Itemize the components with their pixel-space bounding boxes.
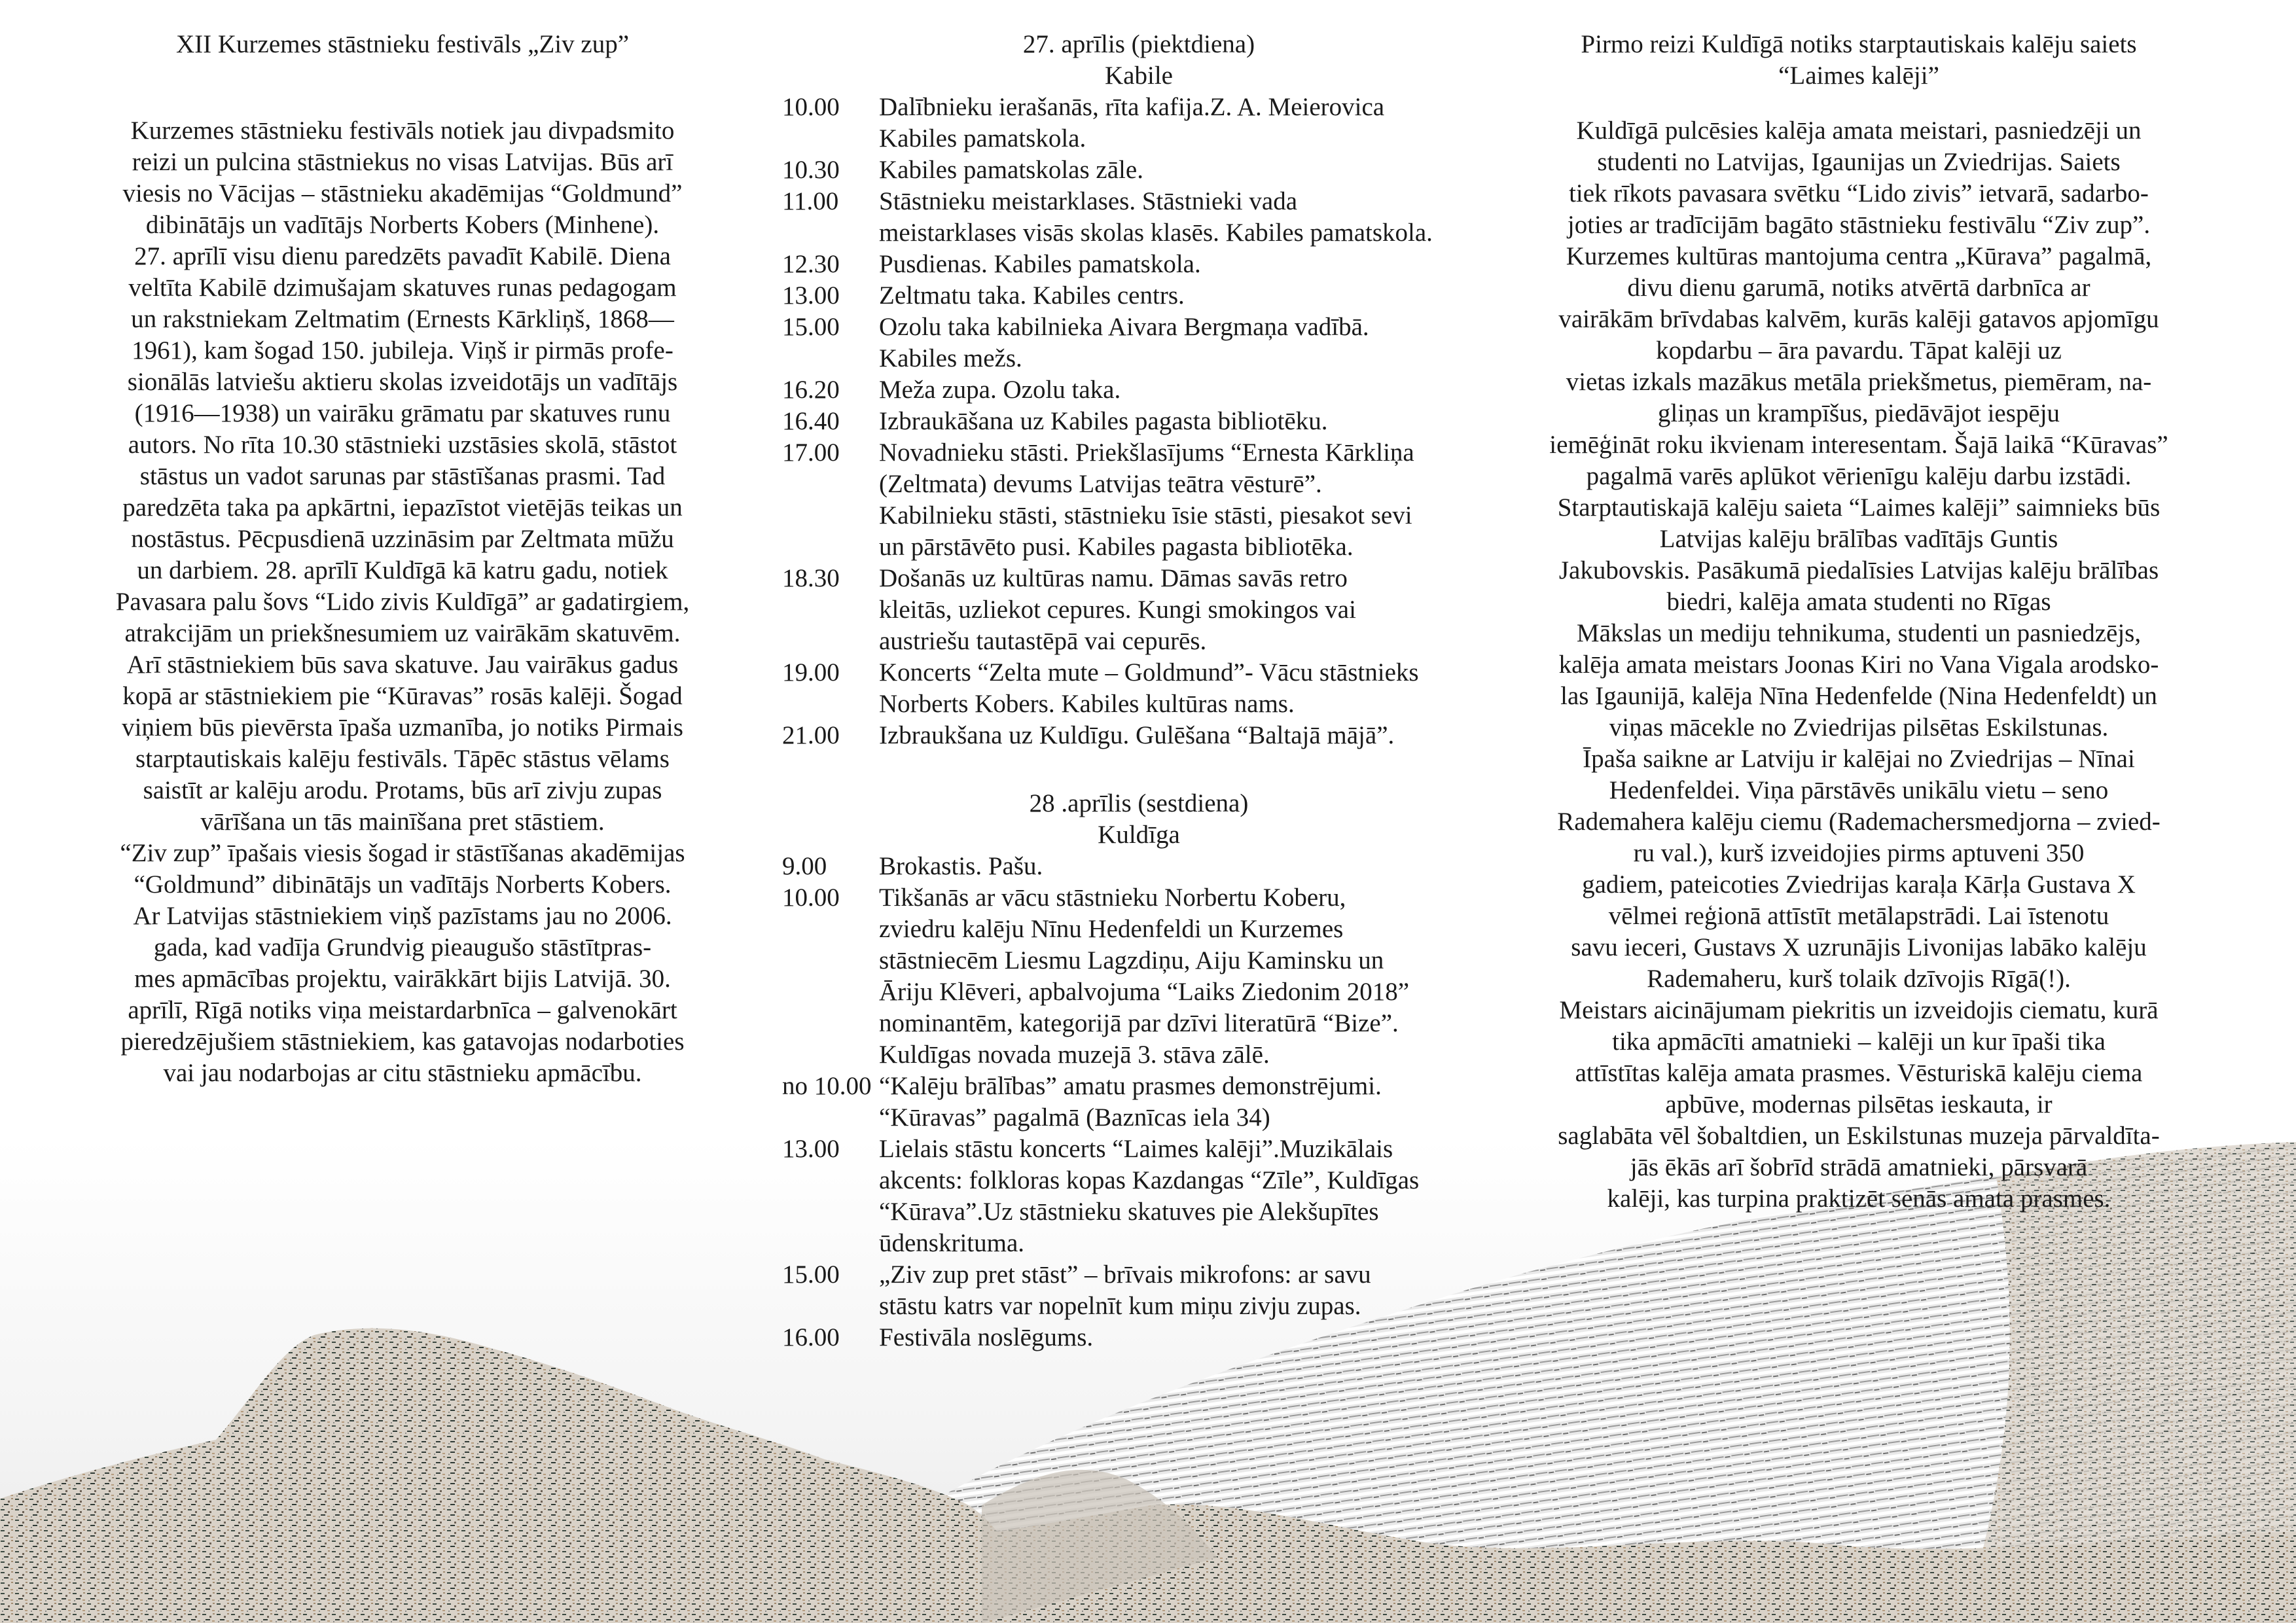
intro-text-line: autors. No rīta 10.30 stāstnieki uzstāsies skolā, stāstot	[128, 431, 677, 459]
schedule-time: 11.00	[782, 187, 839, 215]
event-text-line: vairākām brīvdabas kalvēm, kurās kalēji gatavos apjomīgu	[1558, 305, 2159, 333]
schedule-item	[782, 563, 1496, 657]
intro-text-line: mes apmācības projektu, vairākkārt bijis Latvijā. 30.	[134, 965, 671, 993]
schedule-activity	[879, 1259, 1496, 1322]
schedule-activity-line: “Kūravas” pagalmā (Baznīcas iela 34)	[879, 1103, 1270, 1132]
intro-text-line: pieredzējušiem stāstniekiem, kas gatavojas nodarboties	[120, 1027, 685, 1056]
schedule-activity-line: Kabiles pamatskolas zāle.	[879, 156, 1143, 184]
intro-text-line: 1961), kam šogad 150. jubileja. Viņš ir pirmās profe-	[132, 336, 673, 365]
schedule-time: 16.40	[782, 407, 840, 435]
festival-title: XII Kurzemes stāstnieku festivāls „Ziv zup”	[175, 30, 630, 58]
schedule-activity-line: Kabiles mežs.	[879, 344, 1022, 372]
schedule-column	[782, 29, 1496, 1353]
schedule-item	[782, 249, 1496, 280]
schedule-activity	[879, 1071, 1496, 1133]
schedule-activity-line: Stāstnieku meistarklases. Stāstnieki vada	[879, 187, 1298, 215]
intro-text-line: “Ziv zup” īpašais viesis šogad ir stāstīšanas akadēmijas	[120, 839, 685, 867]
intro-text-line: (1916—1938) un vairāku grāmatu par skatuves runu	[134, 399, 671, 427]
intro-text-line: stāstus un vadot sarunas par stāstīšanas prasmi. Tad	[139, 462, 666, 490]
schedule-activity	[879, 720, 1496, 751]
schedule-activity	[879, 186, 1496, 249]
schedule-item	[782, 1071, 1496, 1133]
schedule-activity	[879, 406, 1496, 437]
schedule-item	[782, 1322, 1496, 1353]
schedule-time: 15.00	[782, 1260, 840, 1289]
day1-title: 27. aprīlis (piektdiena)	[1022, 30, 1255, 58]
festival-intro-column	[65, 29, 740, 1089]
event-text-line: vietas izkals mazākus metāla priekšmetus, piemēram, na-	[1566, 368, 2152, 396]
schedule-activity	[879, 437, 1496, 563]
intro-text-line: kopā ar stāstniekiem pie “Kūravas” rosās kalēji. Šogad	[122, 682, 683, 710]
schedule-item	[782, 280, 1496, 312]
schedule-item	[782, 374, 1496, 406]
intro-text-line: saistīt ar kalēju arodu. Protams, būs arī zivju zupas	[143, 776, 662, 804]
schedule-activity-line: Tikšanās ar vācu stāstnieku Norbertu Koberu,	[879, 883, 1346, 912]
event-text-line: pagalmā varēs aplūkot vērienīgu kalēju darbu izstādi.	[1586, 462, 2132, 490]
schedule-activity-line: Zeltmatu taka. Kabiles centrs.	[879, 281, 1185, 310]
schedule-time: 12.30	[782, 250, 840, 278]
schedule-activity-line: stāstu katrs var nopelnīt kum miņu zivju zupas.	[879, 1292, 1361, 1320]
schedule-activity-line: Lielais stāstu koncerts “Laimes kalēji”.Muzikālais	[879, 1135, 1393, 1163]
event-text-line: Jakubovskis. Pasākumā piedalīsies Latvijas kalēju brālības	[1558, 556, 2159, 584]
schedule-activity	[879, 154, 1496, 186]
day2-place: Kuldīga	[1098, 821, 1180, 849]
blacksmith-title-line2: “Laimes kalēji”	[1778, 62, 1939, 90]
event-text-line: vēlmei reģionā attīstīt metālapstrādi. Lai īstenotu	[1608, 902, 2109, 930]
schedule-item	[782, 657, 1496, 720]
schedule-activity-line: akcents: folkloras kopas Kazdangas “Zīle”, Kuldīgas	[879, 1166, 1420, 1194]
event-text-line: iemēģināt roku ikvienam interesentam. Šajā laikā “Kūravas”	[1549, 431, 2168, 459]
intro-text-line: atrakcijām un priekšnesumiem uz vairākām skatuvēm.	[124, 619, 681, 647]
event-text-line: kalēja amata meistars Joonas Kiri no Vana Vigala arodsko-	[1558, 651, 2159, 679]
schedule-activity	[879, 249, 1496, 280]
schedule-time: 13.00	[782, 281, 840, 310]
schedule-activity-line: Izbraukšana uz Kuldīgu. Gulēšana “Baltajā mājā”.	[879, 721, 1395, 749]
schedule-activity-line: (Zeltmata) devums Latvijas teātra vēsturē”.	[879, 470, 1322, 498]
schedule-activity-line: Pusdienas. Kabiles pamatskola.	[879, 250, 1201, 278]
schedule-item	[782, 154, 1496, 186]
blacksmith-event-text	[1525, 115, 2193, 1215]
schedule-time: 9.00	[782, 852, 827, 880]
day1-place: Kabile	[1105, 62, 1173, 90]
festival-intro-text	[65, 115, 740, 1089]
day1-schedule	[782, 92, 1496, 751]
schedule-activity-line: Kuldīgas novada muzejā 3. stāva zālē.	[879, 1041, 1270, 1069]
intro-text-line: sionālās latviešu aktieru skolas izveidotājs un vadītājs	[127, 368, 678, 396]
schedule-activity	[879, 280, 1496, 312]
schedule-activity-line: Brokastis. Pašu.	[879, 852, 1043, 880]
schedule-activity	[879, 92, 1496, 154]
schedule-item	[782, 720, 1496, 751]
event-text-line: Latvijas kalēju brālības vadītājs Guntis	[1659, 525, 2058, 553]
intro-text-line: viesis no Vācijas – stāstnieku akadēmijas “Goldmund”	[122, 179, 683, 207]
intro-text-line: aprīlī, Rīgā notiks viņa meistardarbnīca – galvenokārt	[128, 996, 677, 1024]
schedule-activity-line: Kabilnieku stāsti, stāstnieku īsie stāsti, piesakot sevi	[879, 501, 1412, 529]
schedule-item	[782, 406, 1496, 437]
schedule-time: 13.00	[782, 1135, 840, 1163]
event-text-line: apbūve, modernas pilsētas ieskauta, ir	[1665, 1090, 2053, 1118]
event-text-line: Kurzemes kultūras mantojuma centra „Kūrava” pagalmā,	[1566, 242, 2152, 270]
schedule-activity-line: Dalībnieku ierašanās, rīta kafija.Z. A. Meierovica	[879, 93, 1385, 121]
schedule-activity	[879, 1133, 1496, 1259]
event-text-line: jās ēkās arī šobrīd strādā amatnieki, pārsvarā	[1630, 1153, 2088, 1181]
schedule-item	[782, 92, 1496, 154]
intro-text-line: Pavasara palu šovs “Lido zivis Kuldīgā” ar gadatirgiem,	[115, 588, 690, 616]
event-text-line: Rademahera kalēju ciemu (Rademachersmedjorna – zvied-	[1557, 808, 2161, 836]
intro-text-line: “Goldmund” dibinātājs un vadītājs Norberts Kobers.	[134, 870, 672, 899]
schedule-time: 16.00	[782, 1323, 840, 1351]
event-text-line: joties ar tradīcijām bagāto stāstnieku festivālu “Ziv zup”.	[1567, 211, 2151, 239]
schedule-time: 17.00	[782, 438, 840, 467]
schedule-activity-line: „Ziv zup pret stāst” – brīvais mikrofons: ar savu	[879, 1260, 1371, 1289]
event-text-line: Kuldīgā pulcēsies kalēja amata meistari, pasniedzēji un	[1576, 116, 2142, 145]
schedule-time: 19.00	[782, 658, 840, 687]
intro-text-line: un rakstniekam Zeltmatim (Ernests Kārkliņš, 1868—	[131, 305, 674, 333]
schedule-activity	[879, 374, 1496, 406]
schedule-item	[782, 186, 1496, 249]
schedule-activity-line: kleitās, uzliekot cepures. Kungi smokingos vai	[879, 596, 1356, 624]
event-text-line: tiek rīkots pavasara svētku “Lido zivis” ietvarā, sadarbo-	[1569, 179, 2149, 207]
intro-text-line: starptautiskais kalēju festivāls. Tāpēc stāstus vēlams	[135, 745, 670, 773]
event-text-line: Hedenfeldei. Viņa pārstāvēs unikālu vietu – seno	[1609, 776, 2109, 804]
event-text-line: ru val.), kurš izveidojies pirms aptuveni 350	[1633, 839, 2085, 867]
intro-text-line: vai jau nodarbojas ar citu stāstnieku apmācību.	[163, 1059, 642, 1087]
intro-text-line: reizi un pulcina stāstniekus no visas Latvijas. Būs arī	[132, 148, 673, 176]
intro-text-line: paredzēta taka pa apkārtni, iepazīstot vietējās teikas un	[122, 493, 683, 522]
intro-text-line: Ar Latvijas stāstniekiem viņš pazīstams jau no 2006.	[133, 902, 672, 930]
schedule-time: 10.00	[782, 883, 840, 912]
schedule-time: no 10.00	[782, 1072, 872, 1100]
schedule-activity	[879, 657, 1496, 720]
intro-text-line: Arī stāstniekiem būs sava skatuve. Jau vairākus gadus	[126, 651, 679, 679]
intro-text-line: vārīšana un tās mainīšana pret stāstiem.	[200, 808, 605, 836]
intro-text-line: un darbiem. 28. aprīlī Kuldīgā kā katru gadu, notiek	[137, 556, 668, 584]
schedule-activity-line: un pārstāvēto pusi. Kabiles pagasta bibliotēka.	[879, 533, 1354, 561]
event-text-line: kopdarbu – āra pavardu. Tāpat kalēji uz	[1656, 336, 2062, 365]
blacksmith-event-column	[1525, 29, 2193, 1215]
schedule-activity-line: “Kūrava”.Uz stāstnieku skatuves pie Alekšupītes	[879, 1198, 1379, 1226]
schedule-activity	[879, 312, 1496, 374]
schedule-item	[782, 1133, 1496, 1259]
event-text-line: studenti no Latvijas, Igaunijas un Zviedrijas. Saiets	[1597, 148, 2121, 176]
schedule-activity	[879, 882, 1496, 1071]
event-text-line: divu dienu garumā, notiks atvērtā darbnīca ar	[1627, 274, 2090, 302]
schedule-item	[782, 882, 1496, 1071]
intro-text-line: dibinātājs un vadītājs Norberts Kobers (Minhene).	[145, 211, 660, 239]
event-text-line: Rademaheru, kurš tolaik dzīvojis Rīgā(!).	[1647, 965, 2071, 993]
day2-title: 28 .aprīlis (sestdiena)	[1029, 789, 1249, 817]
intro-text-line: viņiem būs pievērsta īpaša uzmanība, jo notiks Pirmais	[122, 713, 683, 741]
schedule-activity	[879, 563, 1496, 657]
event-text-line: saglabāta vēl šobaltdien, un Eskilstunas muzeja pārvaldīta-	[1558, 1122, 2160, 1150]
schedule-time: 18.30	[782, 564, 840, 592]
schedule-activity-line: ūdenskrituma.	[879, 1229, 1025, 1257]
schedule-activity-line: Norberts Kobers. Kabiles kultūras nams.	[879, 690, 1295, 718]
day2-schedule	[782, 851, 1496, 1353]
schedule-item	[782, 1259, 1496, 1322]
event-text-line: viņas mācekle no Zviedrijas pilsētas Eskilstunas.	[1609, 713, 2109, 741]
event-text-line: attīstītas kalēja amata prasmes. Vēsturiskā kalēju ciema	[1575, 1059, 2143, 1087]
event-text-line: Starptautiskajā kalēju saieta “Laimes kalēji” saimnieks būs	[1557, 493, 2161, 522]
blacksmith-title-line1: Pirmo reizi Kuldīgā notiks starptautiskais kalēju saiets	[1581, 30, 2137, 58]
event-text-line: savu ieceri, Gustavs X uzrunājis Livonijas labāko kalēju	[1571, 933, 2147, 961]
schedule-activity-line: Novadnieku stāsti. Priekšlasījums “Ernesta Kārkliņa	[879, 438, 1414, 467]
intro-text-line: 27. aprīlī visu dienu paredzēts pavadīt Kabilē. Diena	[134, 242, 671, 270]
schedule-item	[782, 851, 1496, 882]
schedule-activity-line: stāstniecēm Liesmu Lagzdiņu, Aiju Kaminsku un	[879, 946, 1384, 974]
schedule-activity	[879, 851, 1496, 882]
schedule-time: 21.00	[782, 721, 840, 749]
schedule-activity-line: meistarklases visās skolas klasēs. Kabiles pamatskola.	[879, 219, 1433, 247]
event-text-line: Meistars aicinājumam piekritis un izveidojis ciematu, kurā	[1559, 996, 2159, 1024]
event-text-line: las Igaunijā, kalēja Nīna Hedenfelde (Nina Hedenfeldt) un	[1560, 682, 2157, 710]
schedule-time: 16.20	[782, 376, 840, 404]
schedule-time: 10.30	[782, 156, 840, 184]
schedule-activity-line: Došanās uz kultūras namu. Dāmas savās retro	[879, 564, 1348, 592]
intro-text-line: gada, kad vadīja Grundvig pieaugušo stāstītpras-	[153, 933, 652, 961]
schedule-activity-line: “Kalēju brālības” amatu prasmes demonstrējumi.	[879, 1072, 1382, 1100]
schedule-activity-line: Kabiles pamatskola.	[879, 124, 1086, 152]
schedule-time: 10.00	[782, 93, 840, 121]
schedule-activity-line: Āriju Klēveri, apbalvojuma “Laiks Ziedonim 2018”	[879, 978, 1410, 1006]
event-text-line: Īpaša saikne ar Latviju ir kalējai no Zviedrijas – Nīnai	[1583, 745, 2135, 773]
schedule-activity	[879, 1322, 1496, 1353]
schedule-activity-line: Festivāla noslēgums.	[879, 1323, 1094, 1351]
intro-text-line: veltīta Kabilē dzimušajam skatuves runas pedagogam	[128, 274, 677, 302]
event-text-line: tika apmācīti amatnieki – kalēji un kur īpaši tika	[1612, 1027, 2106, 1056]
schedule-item	[782, 312, 1496, 374]
intro-text-line: Kurzemes stāstnieku festivāls notiek jau divpadsmito	[130, 116, 675, 145]
schedule-activity-line: Meža zupa. Ozolu taka.	[879, 376, 1121, 404]
schedule-time: 15.00	[782, 313, 840, 341]
schedule-activity-line: nominantēm, kategorijā par dzīvi literatūrā “Bize”.	[879, 1009, 1399, 1037]
schedule-activity-line: Koncerts “Zelta mute – Goldmund”- Vācu stāstnieks	[879, 658, 1419, 687]
event-text-line: kalēji, kas turpina praktizēt senās amata prasmes.	[1607, 1185, 2111, 1213]
schedule-activity-line: zviedru kalēju Nīnu Hedenfeldi un Kurzemes	[879, 915, 1344, 943]
schedule-activity-line: austriešu tautastēpā vai cepurēs.	[879, 627, 1207, 655]
event-text-line: gliņas un krampīšus, piedāvājot iespēju	[1657, 399, 2060, 427]
event-text-line: Mākslas un mediju tehnikuma, studenti un pasniedzējs,	[1576, 619, 2142, 647]
event-text-line: gadiem, pateicoties Zviedrijas karaļa Kārļa Gustava X	[1582, 870, 2136, 899]
intro-text-line: nostāstus. Pēcpusdienā uzzināsim par Zeltmata mūžu	[131, 525, 674, 553]
schedule-item	[782, 437, 1496, 563]
schedule-activity-line: Izbraukāšana uz Kabiles pagasta bibliotēku.	[879, 407, 1328, 435]
event-text-line: biedri, kalēja amata studenti no Rīgas	[1666, 588, 2051, 616]
schedule-activity-line: Ozolu taka kabilnieka Aivara Bergmaņa vadībā.	[879, 313, 1369, 341]
